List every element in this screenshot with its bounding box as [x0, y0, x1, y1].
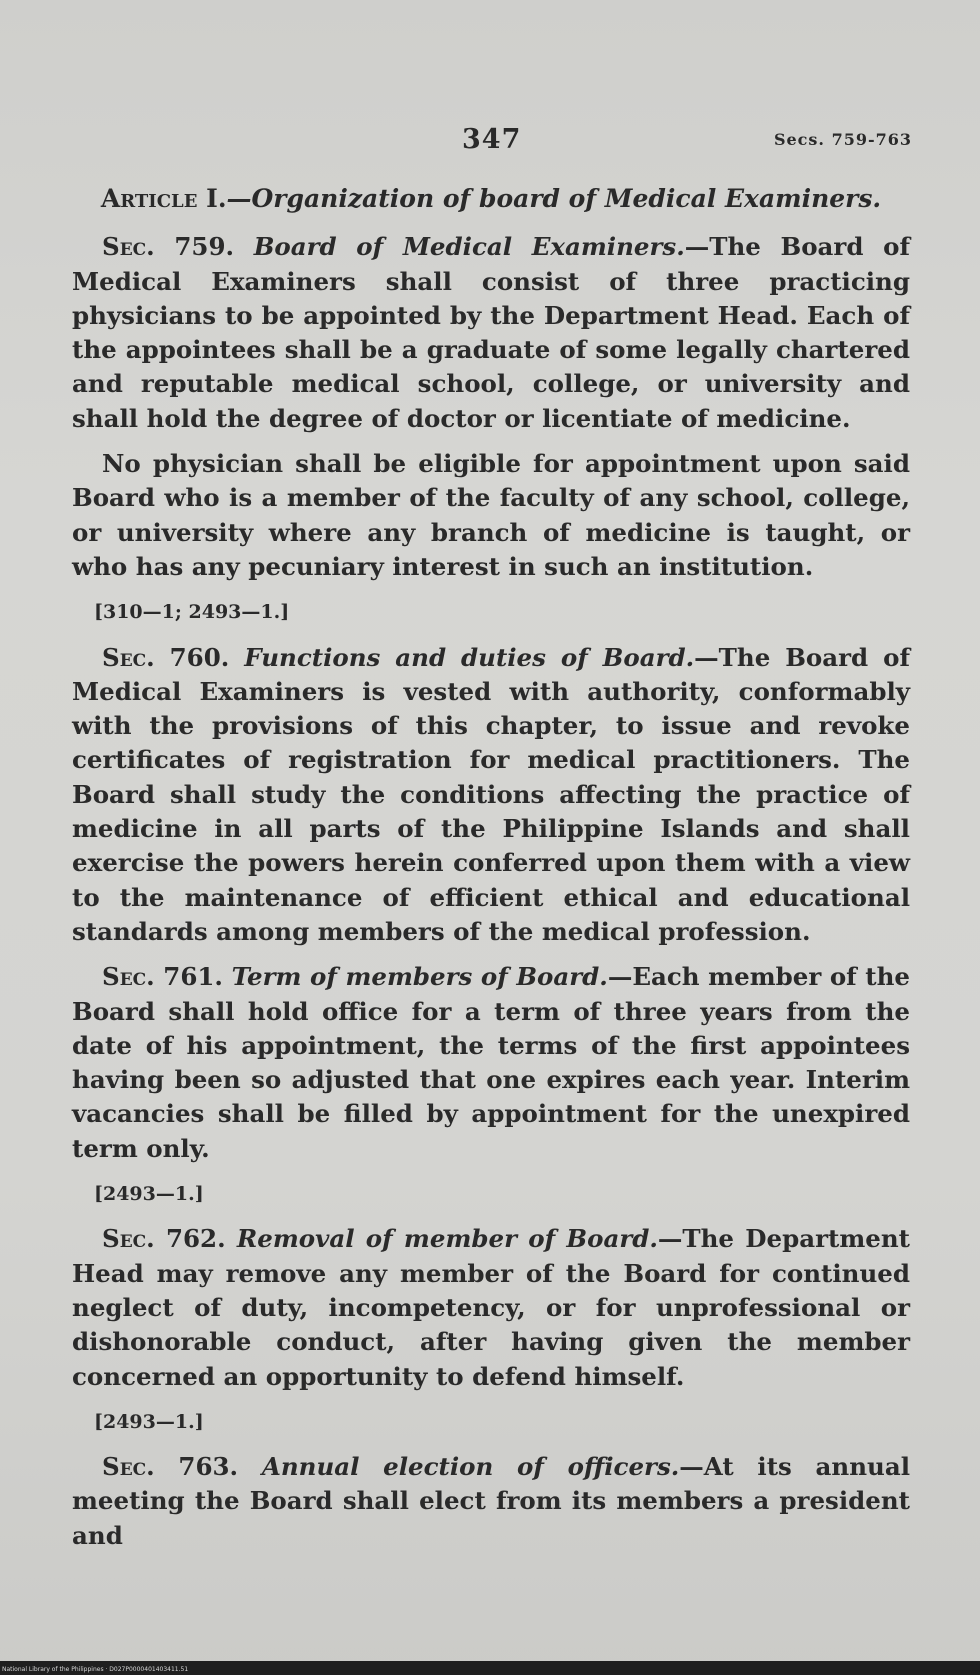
section-title: Annual election of officers. — [261, 1452, 680, 1482]
section-label: Sec. 762. — [102, 1224, 226, 1254]
section-paragraph — [72, 1450, 910, 1553]
section-title: Functions and duties of Board. — [244, 642, 695, 672]
section-citation: [2493—1.] — [94, 1183, 204, 1206]
section-text: —At its annual meeting the Board shall elect from its members a president and — [72, 1452, 911, 1550]
section-label: Sec. 759. — [102, 232, 235, 262]
section-label: Sec. 763. — [102, 1452, 239, 1482]
section-text: —The Board of Medical Examiners shall consist of three practicing physicians to be appointed by the Department Head. Each of the appointees shall be a graduate of some legally chartered and reputable medical school, college, or university and shall hold the degree of doctor or licentiate of medicine. — [72, 232, 910, 433]
page-body — [72, 182, 910, 1564]
section-title: Board of Medical Examiners. — [253, 232, 685, 262]
section-label: Sec. 760. — [102, 642, 230, 672]
section-paragraph — [72, 960, 910, 1166]
section-text: —The Board of Medical Examiners is vested with authority, conformably with the provisions of this chapter, to issue and revoke certificates of registration for medical practitioners. The Board shall study the conditions affecting the practice of medicine in all parts of the Philippine Islands and shall exercise the powers herein conferred upon them with a view to the maintenance of efficient ethical and educational standards among members of the medical profession. — [72, 642, 910, 946]
article-title-text: Organization of board of Medical Examiners. — [251, 184, 882, 213]
section-label: Sec. 761. — [102, 962, 223, 992]
section-paragraph — [72, 641, 910, 950]
section-text: —The Department Head may remove any member of the Board for continued neglect of duty, incompetency, or for unprofessional or dishonorable conduct, after having given the member concerned an opportunity to defend himself. — [72, 1224, 910, 1391]
section-citation: [310—1; 2493—1.] — [94, 601, 290, 624]
page-number: 347 — [462, 124, 522, 155]
section-range: Secs. 759-763 — [773, 130, 912, 149]
section-title: Removal of member of Board. — [236, 1224, 658, 1254]
article-label: Article I. — [100, 184, 227, 213]
section-paragraph — [72, 230, 910, 436]
section-text: —Each member of the Board shall hold office for a term of three years from the date of his appointment, the terms of the first appointees having been so adjusted that one expires each year. Interim vacancies shall be filled by appointment for the unexpired term only. — [72, 962, 911, 1163]
section-citation: [2493—1.] — [94, 1410, 204, 1433]
article-heading — [72, 182, 910, 216]
section-paragraph — [72, 447, 910, 584]
page-header — [0, 124, 980, 164]
section-paragraph — [72, 1222, 910, 1393]
article-title: —Organization of board of Medical Examiners. — [226, 184, 882, 213]
section-text: No physician shall be eligible for appointment upon said Board who is a member of the faculty of any school, college, or university where any branch of medicine is taught, or who has any pecuniary interest in such an institution. — [72, 449, 910, 581]
section-title: Term of members of Board. — [231, 962, 608, 992]
scan-credit: National Library of the Philippines · D027P0000401403411.51 — [2, 1666, 189, 1673]
scan-footer-strip — [0, 1661, 980, 1675]
